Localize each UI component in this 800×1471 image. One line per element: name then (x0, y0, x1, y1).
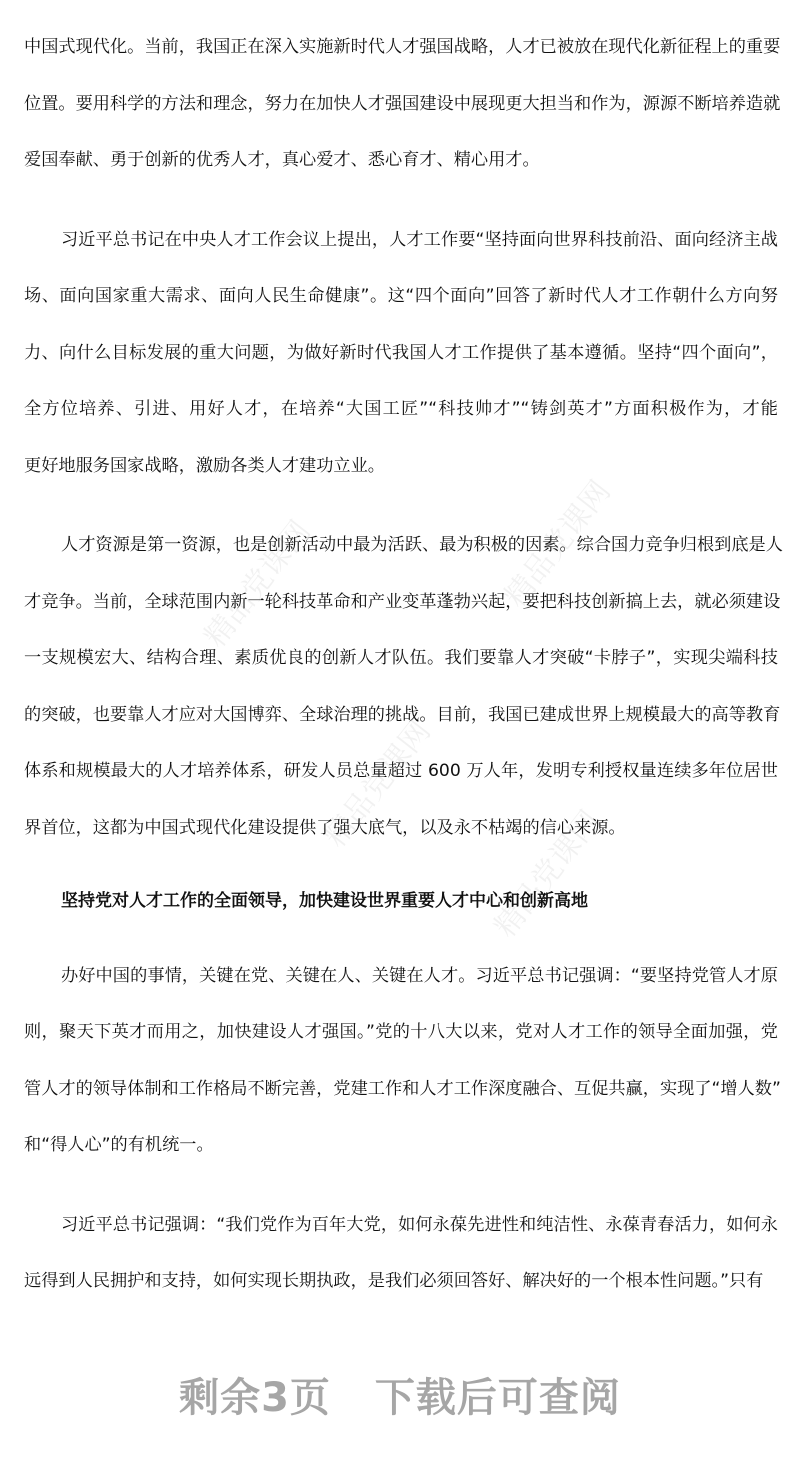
paragraph (24, 212, 778, 495)
watermark: 精品党课网 (487, 804, 608, 945)
download-prompt[interactable] (0, 1366, 800, 1423)
text-line: 远得到人民拥护和支持，如何实现长期执政，是我们必须回答好、解决好的一个根本性问题。”只有 (24, 1271, 764, 1291)
paragraph (24, 517, 783, 856)
watermark: 精品党课网 (197, 514, 318, 655)
text-line: 习近平总书记在中央人才工作会议上提出，人才工作要“坚持面向世界科技前沿、面向经济主战 (61, 229, 778, 250)
text-line: 爱国奉献、勇于创新的优秀人才，真心爱才、悉心育才、精心用才。 (24, 150, 540, 170)
paragraph (24, 948, 781, 1174)
text-line: 和“得人心”的有机统一。 (24, 1135, 214, 1155)
text-line: 场、面向国家重大需求、面向人民生命健康”。这“四个面向”回答了新时代人才工作朝什么方向努 (24, 286, 778, 306)
text-line: 更好地服务国家战略，激励各类人才建功立业。 (24, 455, 385, 476)
text-line: 人才资源是第一资源，也是创新活动中最为活跃、最为积极的因素。综合国力竞争归根到底是人 (61, 535, 783, 555)
text-line: 办好中国的事情，关键在党、关键在人、关键在人才。习近平总书记强调：“要坚持党管人才原 (61, 965, 778, 986)
text-line: 中国式现代化。当前，我国正在深入实施新时代人才强国战略，人才已被放在现代化新征程上的重要 (24, 37, 781, 57)
text-line: 全方位培养、引进、用好人才，在培养“大国工匠”“科技帅才”“铸剑英才”方面积极作为，才能 (24, 399, 778, 419)
text-line: 一支规模宏大、结构合理、素质优良的创新人才队伍。我们要靠人才突破“卡脖子”，实现尖端科技 (24, 648, 778, 668)
paragraph-group-2 (24, 948, 781, 1310)
watermark: 精品党课网 (497, 474, 618, 615)
remaining-pages-text: 剩余3页 (179, 1375, 331, 1421)
text-line: 力、向什么目标发展的重大问题，为做好新时代我国人才工作提供了基本遵循。坚持“四个面向”， (24, 342, 778, 363)
text-line: 界首位，这都为中国式现代化建设提供了强大底气，以及永不枯竭的信心来源。 (24, 817, 626, 838)
text-line: 习近平总书记强调：“我们党作为百年大党，如何永葆先进性和纯洁性、永葆青春活力，如何永 (61, 1214, 778, 1235)
text-line: 的突破，也要靠人才应对大国博弈、全球治理的挑战。目前，我国已建成世界上规模最大的高等教育 (24, 704, 781, 725)
paragraph (24, 1197, 778, 1310)
text-line: 管人才的领导体制和工作格局不断完善，党建工作和人才工作深度融合、互促共赢，实现了“增人数” (24, 1078, 781, 1099)
text-line: 才竞争。当前，全球范围内新一轮科技革命和产业变革蓬勃兴起，要把科技创新搞上去，就必须建设 (24, 591, 781, 612)
paragraph-group-1 (24, 19, 783, 856)
document-body (24, 19, 783, 1333)
text-line: 位置。要用科学的方法和理念，努力在加快人才强国建设中展现更大担当和作为，源源不断培养造就 (24, 93, 781, 114)
watermark: 精品党课网 (317, 714, 438, 855)
text-line: 则，聚天下英才而用之，加快建设人才强国。”党的十八大以来，党对人才工作的领导全面加强，党 (24, 1022, 778, 1042)
paragraph (24, 19, 781, 189)
download-to-view-text[interactable]: 下载后可查阅 (374, 1375, 621, 1421)
section-heading: 坚持党对人才工作的全面领导，加快建设世界重要人才中心和创新高地 (61, 891, 588, 911)
text-line: 体系和规模最大的人才培养体系，研发人员总量超过 600 万人年，发明专利授权量连续多年位居世 (24, 761, 778, 781)
